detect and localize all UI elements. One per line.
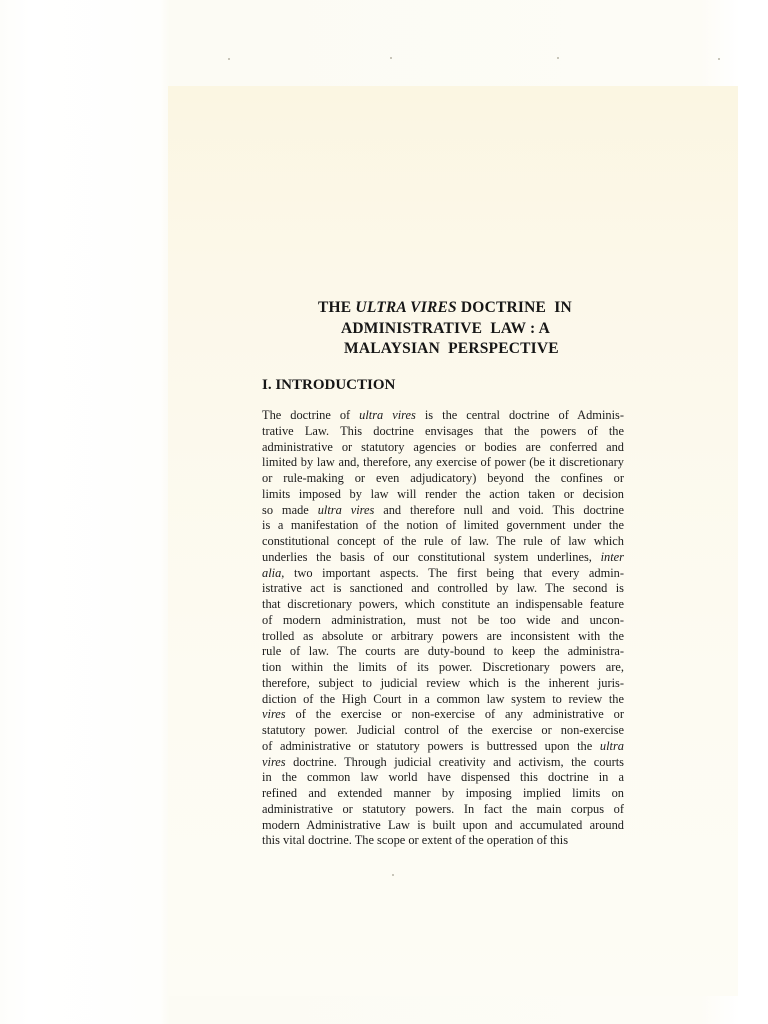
paragraph-line bbox=[262, 660, 624, 676]
scan-speck bbox=[392, 874, 394, 876]
paragraph-line bbox=[262, 692, 624, 708]
paragraph-line bbox=[262, 408, 624, 424]
paragraph-text: istrative act is sanctioned and controlled by law. The second is bbox=[262, 581, 624, 596]
paragraph-text: and therefore null and void. This doctrine bbox=[374, 502, 625, 517]
paragraph-line bbox=[262, 597, 624, 613]
paragraph-line bbox=[262, 676, 624, 692]
paragraph-text: tion within the limits of its power. Discretionary powers are, bbox=[262, 660, 624, 674]
italic-term: ultra vires bbox=[317, 502, 375, 517]
paragraph-line bbox=[262, 755, 624, 771]
paragraph-line bbox=[262, 566, 624, 582]
italic-term: alia bbox=[262, 565, 282, 580]
title-line-1 bbox=[318, 298, 618, 319]
paragraph-line bbox=[262, 629, 624, 645]
paragraph-line bbox=[262, 455, 624, 471]
paragraph-line bbox=[262, 707, 624, 723]
paragraph-text: doctrine. Through judicial creativity and activism, the courts bbox=[285, 754, 624, 769]
paragraph-text: constitutional concept of the rule of law. The rule of law which bbox=[262, 534, 624, 548]
paragraph-line bbox=[262, 487, 624, 503]
paragraph-line bbox=[262, 723, 624, 739]
italic-term: ultra bbox=[599, 738, 624, 753]
paragraph-line bbox=[262, 644, 624, 660]
paragraph-line bbox=[262, 802, 624, 818]
title-line-3: MALAYSIAN PERSPECTIVE bbox=[344, 340, 559, 357]
paragraph-text: underlies the basis of our constitutional system underlines, bbox=[262, 549, 601, 564]
paragraph-line bbox=[262, 534, 624, 550]
title-text: THE bbox=[318, 299, 356, 316]
scan-speck bbox=[390, 57, 392, 59]
paragraph-text: that discretionary powers, which constitute an indispensable feature bbox=[262, 597, 624, 611]
paragraph-text: of administrative or statutory powers is buttressed upon the bbox=[262, 738, 600, 753]
section-heading: I. INTRODUCTION bbox=[262, 377, 396, 393]
paragraph-line bbox=[262, 613, 624, 629]
paragraph-text: of modern administration, must not be too wide and uncon- bbox=[262, 612, 624, 627]
title-italic-text: ULTRA VIRES bbox=[355, 299, 457, 316]
paragraph-text: of the exercise or non-exercise of any administrative or bbox=[285, 707, 624, 722]
paragraph-line bbox=[262, 503, 624, 519]
paragraph-text: diction of the High Court in a common law system to review the bbox=[262, 691, 624, 706]
paragraph-text: administrative or statutory powers. In fact the main corpus of bbox=[262, 801, 624, 816]
paragraph-text: limits imposed by law will render the action taken or decision bbox=[262, 486, 624, 501]
italic-term: inter bbox=[600, 549, 624, 564]
paragraph-text: is a manifestation of the notion of limited government under the bbox=[262, 518, 624, 533]
paragraph-text: The doctrine of bbox=[262, 408, 360, 422]
paragraph-text: is the central doctrine of Adminis- bbox=[415, 408, 624, 422]
paragraph-text: administrative or statutory agencies or bodies are conferred and bbox=[262, 439, 624, 454]
paragraph-line bbox=[262, 770, 624, 786]
paragraph-text: this vital doctrine. The scope or extent of the operation of this bbox=[262, 833, 569, 848]
paragraph-line bbox=[262, 440, 624, 456]
paragraph-line bbox=[262, 739, 624, 755]
paragraph-line bbox=[262, 581, 624, 597]
paragraph-text: , two important aspects. The first being that every admin- bbox=[281, 565, 624, 580]
paragraph-text: trative Law. This doctrine envisages that the powers of the bbox=[262, 423, 624, 438]
paragraph-text: in the common law world have dispensed this doctrine in a bbox=[262, 770, 624, 785]
paragraph-line bbox=[262, 818, 624, 834]
title-text: DOCTRINE IN bbox=[456, 299, 572, 316]
italic-term: vires bbox=[262, 707, 286, 722]
paragraph-text: so made bbox=[262, 502, 318, 517]
paragraph-line bbox=[262, 424, 624, 440]
paragraph-line bbox=[262, 518, 624, 534]
paragraph-text: limited by law and, therefore, any exercise of power (be it discretionary bbox=[262, 455, 624, 470]
paragraph-text: trolled as absolute or arbitrary powers are inconsistent with the bbox=[262, 628, 624, 643]
title-line-2: ADMINISTRATIVE LAW : A bbox=[341, 319, 551, 337]
italic-term: vires bbox=[262, 754, 286, 769]
italic-term: ultra vires bbox=[359, 408, 416, 422]
paragraph-line bbox=[262, 833, 624, 849]
document-title bbox=[318, 298, 618, 360]
paragraph-text: statutory power. Judicial control of the exercise or non-exercise bbox=[262, 723, 624, 737]
paragraph-text: rule of law. The courts are duty-bound to keep the administra- bbox=[262, 644, 624, 659]
paragraph-text: modern Administrative Law is built upon and accumulated around bbox=[262, 817, 624, 832]
paragraph-line bbox=[262, 550, 624, 566]
paragraph-text: or rule-making or even adjudicatory) beyond the confines or bbox=[262, 471, 624, 485]
paragraph-line bbox=[262, 786, 624, 802]
scan-speck bbox=[557, 57, 559, 59]
scan-speck bbox=[718, 58, 720, 60]
paragraph-text: refined and extended manner by imposing implied limits on bbox=[262, 786, 624, 800]
paragraph-line bbox=[262, 471, 624, 487]
paragraph-text: therefore, subject to judicial review which is the inherent juris- bbox=[262, 675, 624, 690]
body-paragraph bbox=[262, 408, 624, 849]
scan-speck bbox=[228, 58, 230, 60]
